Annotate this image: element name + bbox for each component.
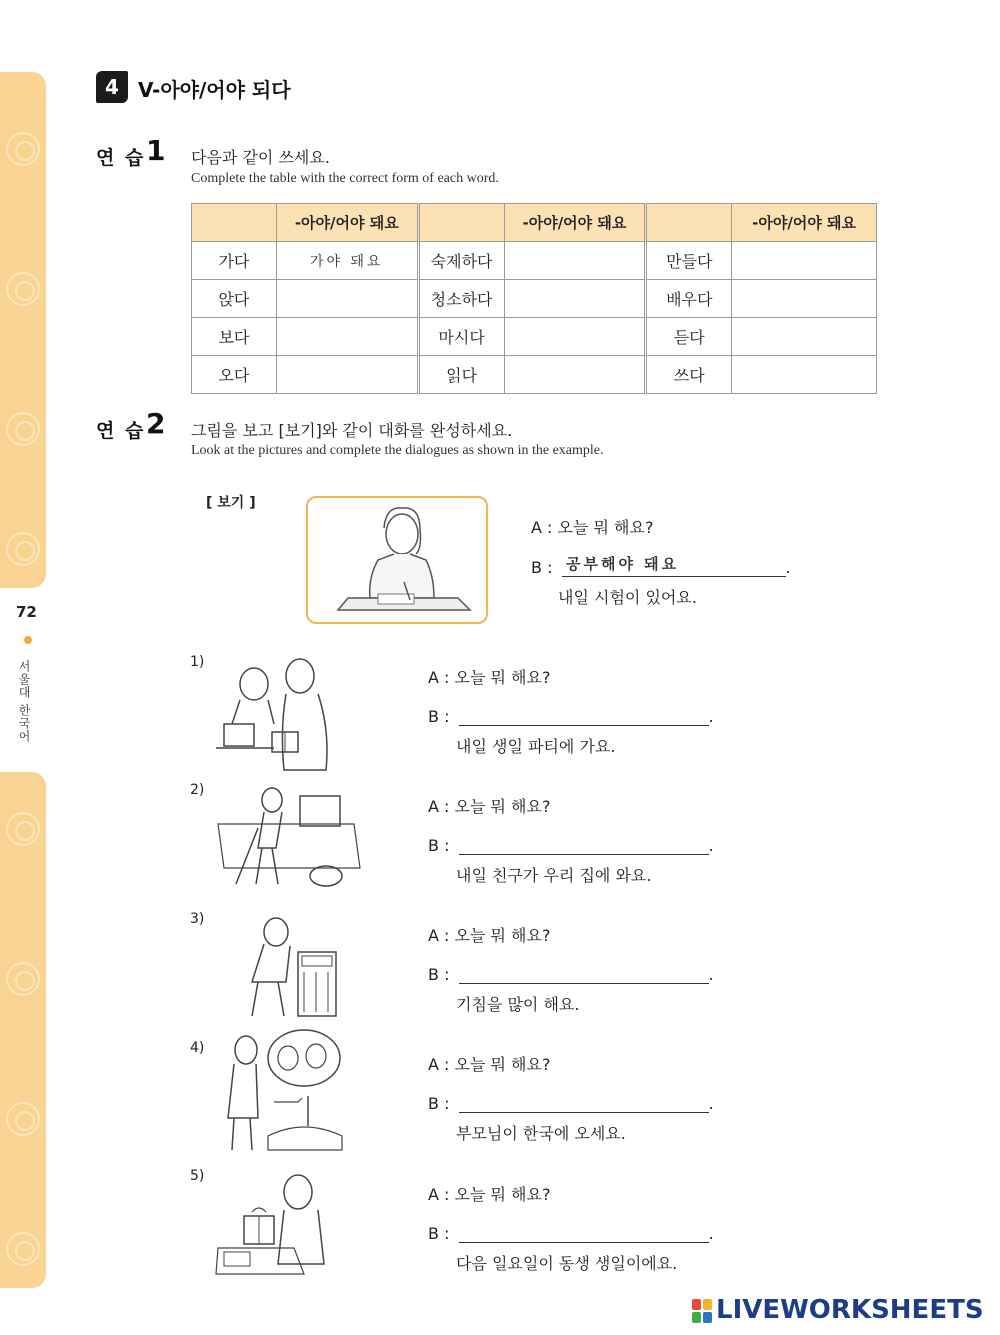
- verb-cell: 청소하다: [418, 280, 504, 318]
- item-1-reason: 내일 생일 파티에 가요.: [456, 737, 616, 756]
- period: .: [708, 965, 714, 984]
- table-header-cell: -아야/어야 돼요: [732, 204, 877, 242]
- example-b-prefix: B :: [531, 558, 553, 577]
- swirl-pattern: [6, 412, 40, 446]
- answer-cell[interactable]: [504, 280, 646, 318]
- item-5-a-line: A : 오늘 뭐 해요?: [428, 1185, 551, 1204]
- verb-cell: 배우다: [646, 280, 732, 318]
- sidebar-decoration-bottom: [0, 772, 46, 1288]
- verb-cell: 앉다: [192, 280, 277, 318]
- item-3-b-line: [428, 965, 714, 984]
- exercise-2-label: 연 습: [96, 420, 146, 442]
- book-title: 서울대 한국어: [17, 660, 31, 743]
- exercise-1-instruction-ko: 다음과 같이 쓰세요.: [191, 148, 330, 167]
- b-prefix: B :: [428, 836, 450, 855]
- answer-cell[interactable]: [504, 356, 646, 394]
- table-header-cell: [418, 204, 504, 242]
- verb-cell: 숙제하다: [418, 242, 504, 280]
- sibling-birthday-gift-illustration: [214, 1164, 334, 1280]
- example-picture-frame: [306, 496, 488, 624]
- verb-cell: 읽다: [418, 356, 504, 394]
- example-reason: 내일 시험이 있어요.: [558, 588, 697, 607]
- answer-cell[interactable]: [276, 280, 418, 318]
- section-number-badge: 4: [96, 71, 128, 103]
- swirl-pattern: [6, 1102, 40, 1136]
- item-5-reason: 다음 일요일이 동생 생일이에요.: [456, 1254, 678, 1273]
- item-1-answer-input[interactable]: [459, 707, 709, 726]
- swirl-pattern: [6, 1232, 40, 1266]
- item-4-answer-input[interactable]: [459, 1094, 709, 1113]
- table-header-cell: -아야/어야 돼요: [504, 204, 646, 242]
- item-2-b-line: [428, 836, 714, 855]
- item-4-a-line: A : 오늘 뭐 해요?: [428, 1055, 551, 1074]
- item-5-answer-input[interactable]: [459, 1224, 709, 1243]
- exercise-1-instruction-en: Complete the table with the correct form of each word.: [191, 171, 499, 186]
- verb-cell: 듣다: [646, 318, 732, 356]
- period: .: [708, 836, 714, 855]
- swirl-pattern: [6, 812, 40, 846]
- verb-cell: 가다: [192, 242, 277, 280]
- answer-cell[interactable]: [276, 318, 418, 356]
- item-2-answer-input[interactable]: [459, 836, 709, 855]
- coughing-man-hospital-illustration: [238, 912, 340, 1020]
- gift-giving-illustration: [214, 650, 334, 776]
- example-a-line: A : 오늘 뭐 해요?: [531, 518, 654, 537]
- logo-mark-icon: [692, 1299, 712, 1323]
- table-row: [192, 242, 877, 280]
- answer-cell[interactable]: 가야 돼요: [276, 242, 418, 280]
- period: .: [708, 1094, 714, 1113]
- parents-airport-illustration: [214, 1026, 344, 1152]
- table-row: [192, 318, 877, 356]
- sidebar-decoration-top: [0, 72, 46, 588]
- swirl-pattern: [6, 272, 40, 306]
- verb-cell: 마시다: [418, 318, 504, 356]
- section-title: V-아야/어야 되다: [138, 78, 291, 102]
- exercise-2-instruction-ko: 그림을 보고 [보기]와 같이 대화를 완성하세요.: [191, 421, 513, 440]
- answer-cell[interactable]: [732, 242, 877, 280]
- period: .: [785, 558, 791, 577]
- example-label: [ 보기 ]: [206, 495, 256, 511]
- conjugation-table: [191, 203, 877, 394]
- table-header-cell: [646, 204, 732, 242]
- item-4-reason: 부모님이 한국에 오세요.: [456, 1124, 626, 1143]
- table-row: [192, 356, 877, 394]
- example-answer: 공부해야 돼요: [566, 555, 680, 573]
- table-header-cell: [192, 204, 277, 242]
- b-prefix: B :: [428, 965, 450, 984]
- verb-cell: 오다: [192, 356, 277, 394]
- item-2-reason: 내일 친구가 우리 집에 와요.: [456, 866, 652, 885]
- period: .: [708, 1224, 714, 1243]
- logo-text: LIVEWORKSHEETS: [716, 1295, 984, 1325]
- item-3-number: 3): [190, 911, 205, 927]
- exercise-2-number: 2: [146, 407, 166, 440]
- item-2-number: 2): [190, 782, 205, 798]
- exercise-1-number: 1: [146, 134, 166, 167]
- item-5-number: 5): [190, 1168, 205, 1184]
- exercise-1-label: 연 습: [96, 147, 146, 169]
- vacuuming-illustration: [214, 784, 364, 894]
- item-1-number: 1): [190, 654, 205, 670]
- item-1-b-line: [428, 707, 714, 726]
- b-prefix: B :: [428, 1094, 450, 1113]
- answer-cell[interactable]: [504, 318, 646, 356]
- item-5-b-line: [428, 1224, 714, 1243]
- page-number: 72: [16, 603, 37, 621]
- item-3-answer-input[interactable]: [459, 965, 709, 984]
- answer-cell[interactable]: [276, 356, 418, 394]
- item-2-a-line: A : 오늘 뭐 해요?: [428, 797, 551, 816]
- verb-cell: 쓰다: [646, 356, 732, 394]
- swirl-pattern: [6, 962, 40, 996]
- exercise-2-instruction-en: Look at the pictures and complete the dialogues as shown in the example.: [191, 443, 604, 458]
- table-header-row: [192, 204, 877, 242]
- table-row: [192, 280, 877, 318]
- swirl-pattern: [6, 132, 40, 166]
- verb-cell: 보다: [192, 318, 277, 356]
- item-1-a-line: A : 오늘 뭐 해요?: [428, 668, 551, 687]
- woman-studying-illustration: [308, 498, 486, 622]
- item-4-number: 4): [190, 1040, 205, 1056]
- answer-cell[interactable]: [732, 318, 877, 356]
- period: .: [708, 707, 714, 726]
- table-header-cell: -아야/어야 돼요: [276, 204, 418, 242]
- b-prefix: B :: [428, 707, 450, 726]
- answer-cell[interactable]: [504, 242, 646, 280]
- item-3-reason: 기침을 많이 해요.: [456, 995, 580, 1014]
- item-3-a-line: A : 오늘 뭐 해요?: [428, 926, 551, 945]
- answer-cell[interactable]: [732, 280, 877, 318]
- verb-cell: 만들다: [646, 242, 732, 280]
- b-prefix: B :: [428, 1224, 450, 1243]
- answer-cell[interactable]: [732, 356, 877, 394]
- page-dot: [24, 636, 32, 644]
- item-4-b-line: [428, 1094, 714, 1113]
- swirl-pattern: [6, 532, 40, 566]
